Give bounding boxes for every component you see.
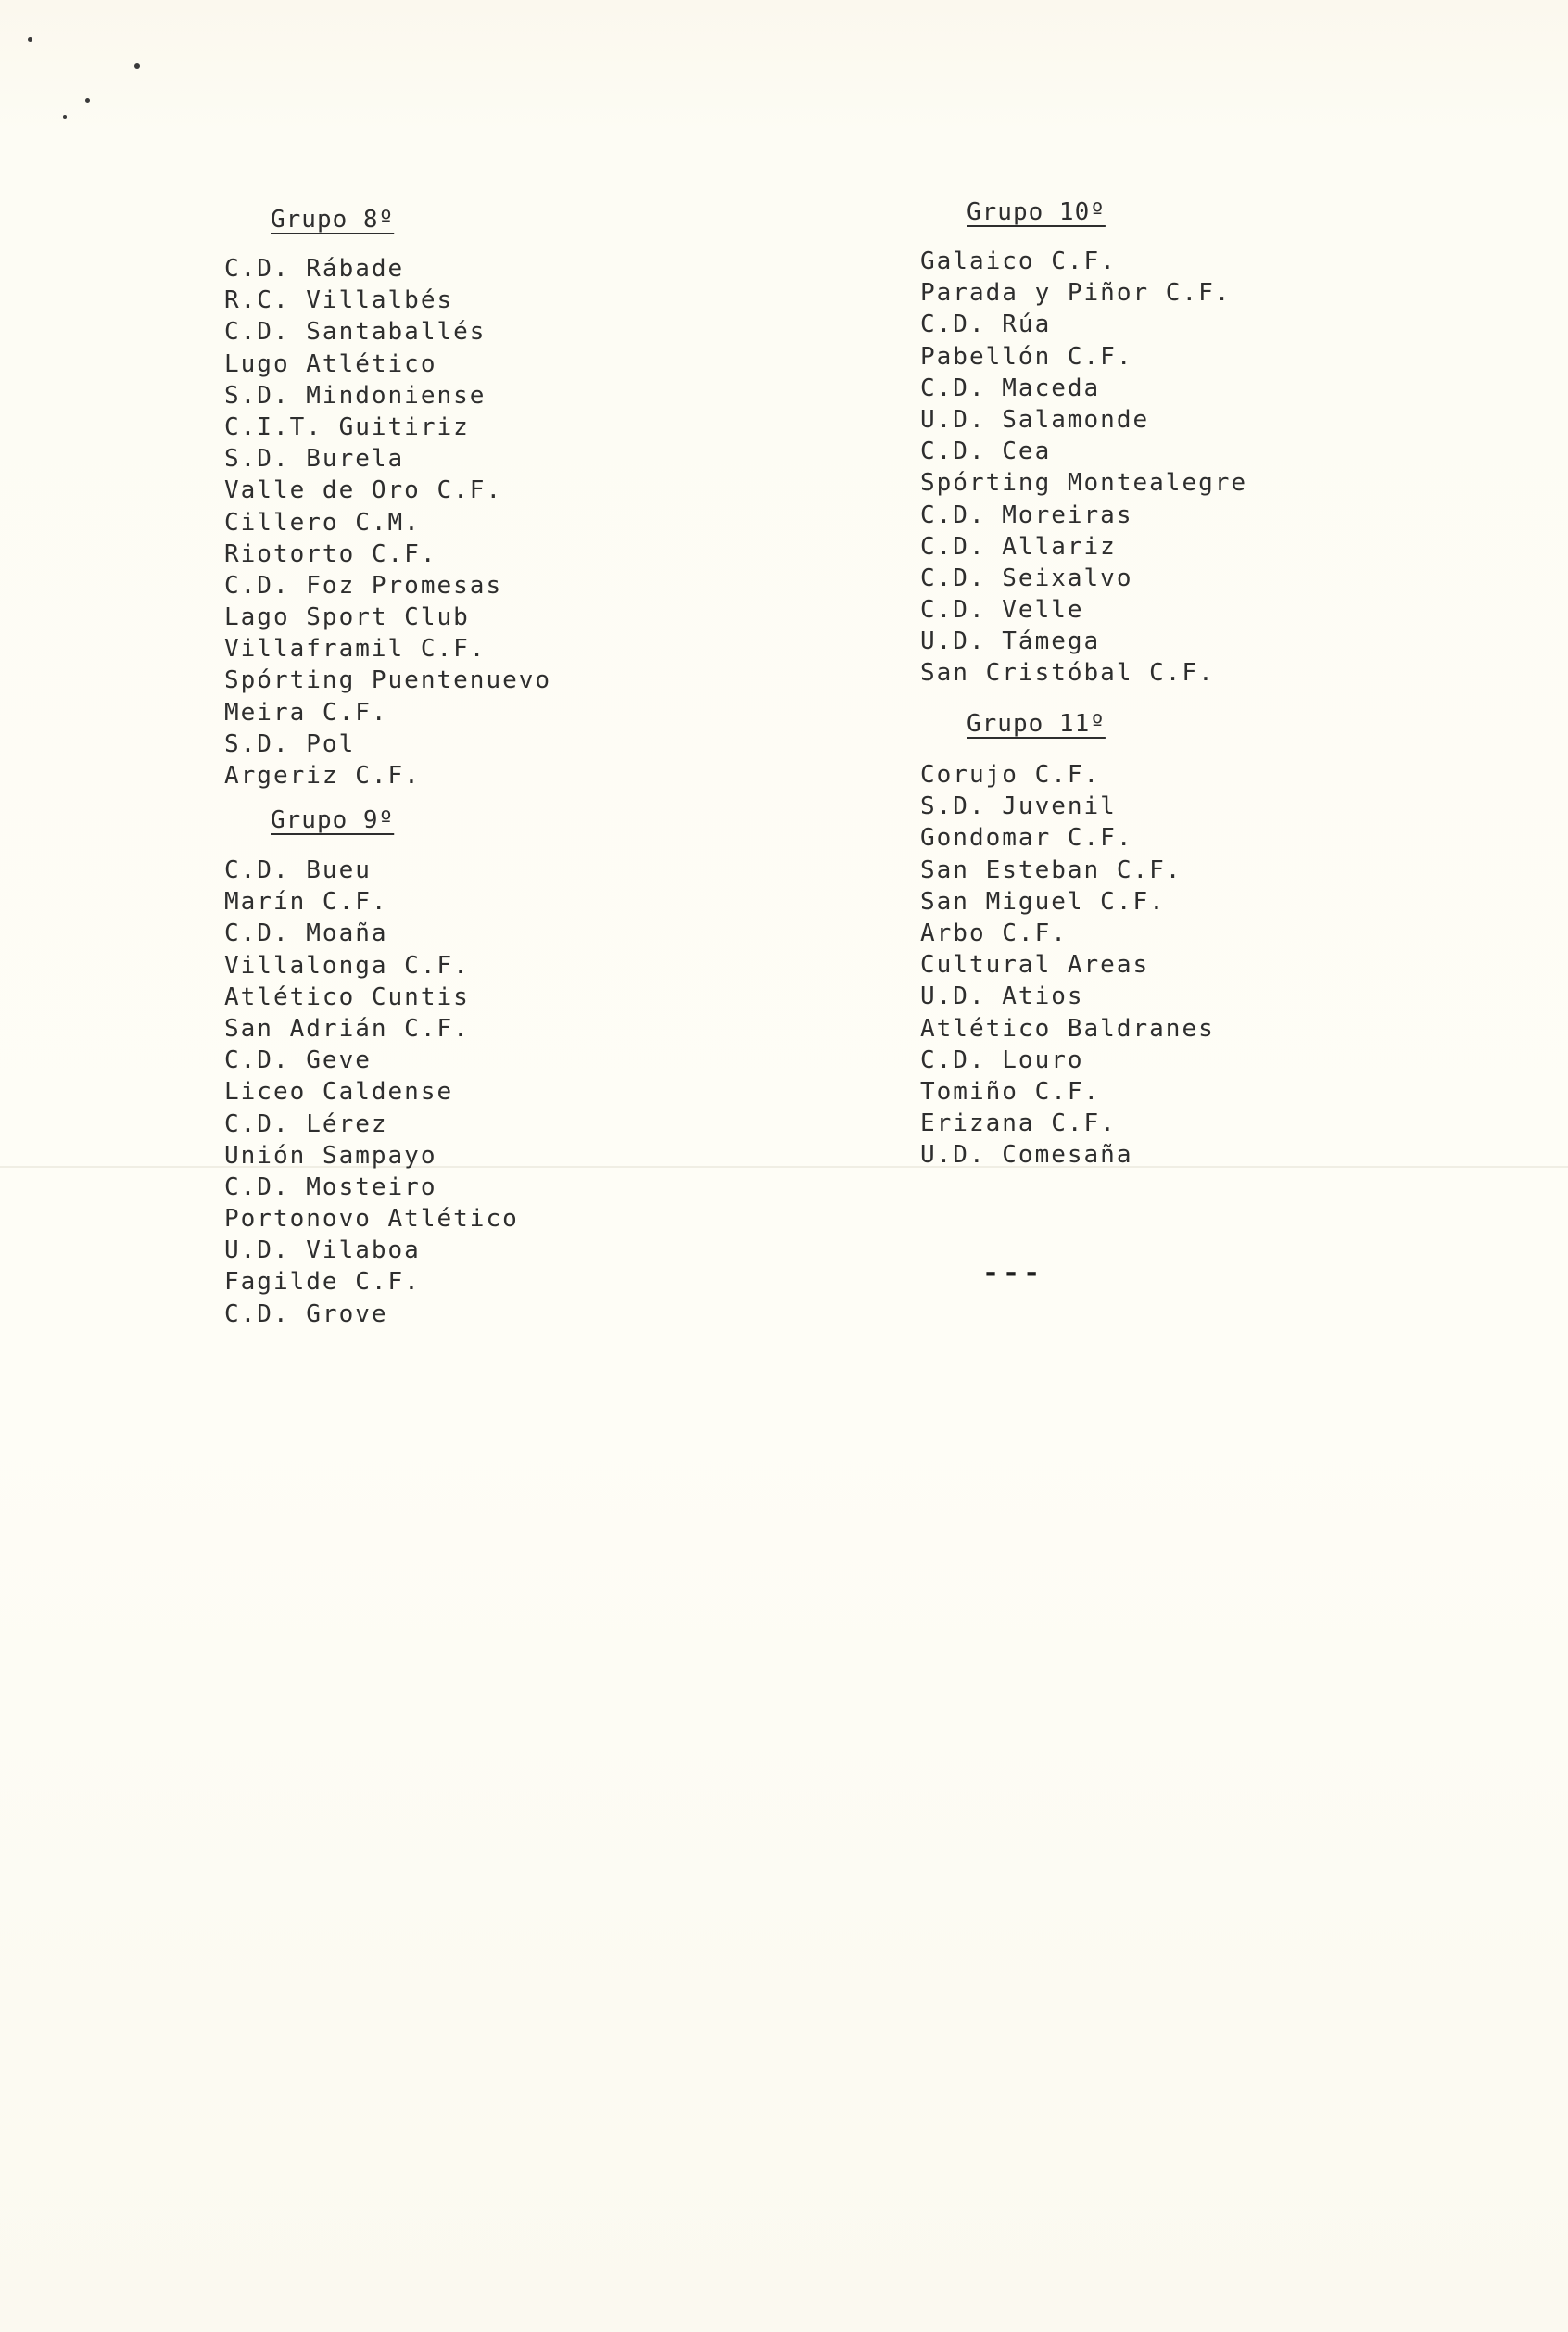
list-item: Meira C.F. — [224, 698, 388, 727]
list-item: Valle de Oro C.F. — [224, 476, 503, 505]
list-item: Corujo C.F. — [920, 761, 1101, 789]
group-title: Grupo 8º — [271, 206, 395, 234]
group-title: Grupo 10º — [967, 198, 1106, 226]
list-item: C.D. Foz Promesas — [224, 571, 503, 600]
ink-speck — [85, 98, 90, 103]
team-list — [920, 759, 1215, 1171]
ink-speck — [63, 115, 67, 119]
list-item: C.D. Moaña — [224, 919, 388, 948]
list-item: San Cristóbal C.F. — [920, 659, 1215, 688]
list-item: San Miguel C.F. — [920, 887, 1166, 916]
list-item: Cillero C.M. — [224, 508, 421, 537]
end-of-list-mark: --- — [982, 1257, 1044, 1289]
list-item: Fagilde C.F. — [224, 1268, 421, 1297]
list-item: C.D. Seixalvo — [920, 564, 1133, 592]
list-item: U.D. Támega — [920, 627, 1101, 656]
ink-speck — [28, 37, 32, 42]
list-item: C.D. Lérez — [224, 1109, 388, 1138]
list-item: Tomiño C.F. — [920, 1077, 1101, 1106]
list-item: Atlético Cuntis — [224, 982, 470, 1011]
team-list — [224, 253, 551, 792]
list-item: S.D. Juvenil — [920, 792, 1117, 821]
list-item: Parada y Piñor C.F. — [920, 279, 1232, 308]
ink-speck — [134, 63, 140, 69]
group-title: Grupo 11º — [967, 710, 1106, 738]
list-item: Argeriz C.F. — [224, 762, 421, 790]
list-item: C.D. Rábade — [224, 255, 405, 283]
list-item: U.D. Salamonde — [920, 405, 1150, 434]
list-item: C.D. Louro — [920, 1046, 1084, 1074]
list-item: Marín C.F. — [224, 888, 388, 917]
list-item: R.C. Villalbés — [224, 286, 454, 315]
list-item: Villaframil C.F. — [224, 635, 487, 664]
list-item: U.D. Atios — [920, 982, 1084, 1011]
list-item: C.D. Cea — [920, 437, 1052, 466]
team-list — [920, 246, 1247, 690]
list-item: S.D. Pol — [224, 729, 356, 758]
list-item: C.D. Allariz — [920, 532, 1117, 561]
list-item: Erizana C.F. — [920, 1109, 1117, 1138]
list-item: Cultural Areas — [920, 951, 1150, 980]
list-item: San Adrián C.F. — [224, 1014, 470, 1043]
list-item: C.D. Santaballés — [224, 318, 487, 347]
list-item: C.I.T. Guitiriz — [224, 412, 470, 441]
list-item: Gondomar C.F. — [920, 824, 1133, 853]
list-item: S.D. Mindoniense — [224, 381, 487, 410]
list-item: S.D. Burela — [224, 445, 405, 474]
list-item: C.D. Geve — [224, 1046, 372, 1075]
list-item: C.D. Maceda — [920, 374, 1101, 402]
list-item: Galaico C.F. — [920, 247, 1117, 275]
list-item: C.D. Velle — [920, 596, 1084, 625]
list-item: San Esteban C.F. — [920, 855, 1182, 884]
list-item: Unión Sampayo — [224, 1141, 437, 1170]
list-item: C.D. Bueu — [224, 856, 372, 884]
list-item: U.D. Vilaboa — [224, 1236, 421, 1265]
list-item: Arbo C.F. — [920, 919, 1068, 947]
list-item: Atlético Baldranes — [920, 1014, 1215, 1043]
list-item: Pabellón C.F. — [920, 342, 1133, 371]
team-list — [224, 855, 519, 1330]
list-item: Lago Sport Club — [224, 603, 470, 632]
list-item: Lugo Atlético — [224, 349, 437, 378]
list-item: C.D. Mosteiro — [224, 1172, 437, 1201]
list-item: Spórting Puentenuevo — [224, 666, 552, 695]
list-item: Spórting Montealegre — [920, 469, 1248, 498]
group-title: Grupo 9º — [271, 806, 395, 834]
list-item: Riotorto C.F. — [224, 539, 437, 568]
list-item: C.D. Moreiras — [920, 501, 1133, 529]
list-item: Villalonga C.F. — [224, 951, 470, 980]
list-item: C.D. Grove — [224, 1299, 388, 1328]
list-item: Liceo Caldense — [224, 1078, 454, 1107]
list-item: U.D. Comesaña — [920, 1141, 1133, 1170]
list-item: C.D. Rúa — [920, 311, 1052, 339]
list-item: Portonovo Atlético — [224, 1205, 519, 1234]
